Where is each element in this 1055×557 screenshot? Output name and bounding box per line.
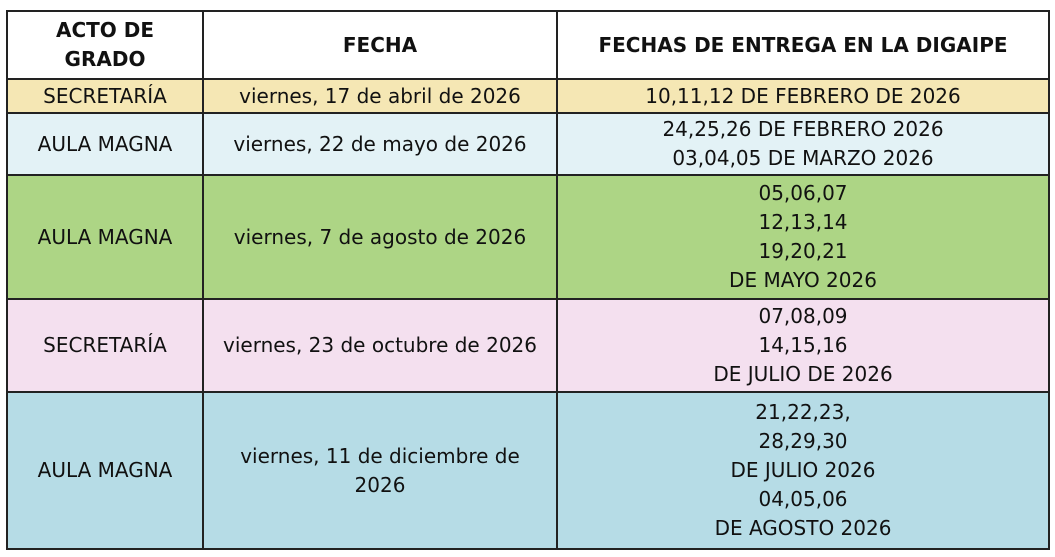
cell-acto: SECRETARÍA [7, 79, 203, 113]
entrega-line: DE JULIO 2026 [730, 458, 876, 482]
entrega-line: 19,20,21 [758, 239, 848, 263]
entrega-line: 05,06,07 [758, 181, 848, 205]
cell-acto: AULA MAGNA [7, 392, 203, 549]
cell-acto: AULA MAGNA [7, 113, 203, 175]
header-acto-de-grado: ACTO DE GRADO [7, 11, 203, 79]
cell-fecha [203, 79, 557, 113]
fecha-line: viernes, 23 de octubre de 2026 [223, 333, 537, 357]
entrega-line: 28,29,30 [758, 429, 848, 453]
entrega-line: 03,04,05 DE MARZO 2026 [672, 146, 934, 170]
entrega-line: DE MAYO 2026 [729, 268, 877, 292]
entrega-line: DE JULIO DE 2026 [713, 362, 893, 386]
table-row [7, 299, 1049, 392]
cell-fecha [203, 113, 557, 175]
fecha-line: viernes, 17 de abril de 2026 [239, 83, 521, 108]
header-fechas-entrega: FECHAS DE ENTREGA EN LA DIGAIPE [557, 11, 1049, 79]
cell-entrega [557, 175, 1049, 299]
entrega-line: 21,22,23, [755, 400, 851, 424]
entrega-line: 24,25,26 DE FEBRERO 2026 [662, 117, 944, 141]
table-row [7, 113, 1049, 175]
table-row [7, 392, 1049, 549]
cell-fecha [203, 392, 557, 549]
entrega-line: DE AGOSTO 2026 [714, 516, 892, 540]
fecha-line: viernes, 22 de mayo de 2026 [233, 131, 527, 156]
cell-fecha [203, 299, 557, 392]
cell-acto: AULA MAGNA [7, 175, 203, 299]
cell-entrega [557, 79, 1049, 113]
header-fecha: FECHA [203, 11, 557, 79]
cell-entrega [557, 392, 1049, 549]
table-row [7, 79, 1049, 113]
cell-fecha [203, 175, 557, 299]
entrega-line: 10,11,12 DE FEBRERO DE 2026 [645, 83, 961, 108]
entrega-line: 04,05,06 [758, 487, 848, 511]
header-row [7, 11, 1049, 79]
cell-entrega [557, 299, 1049, 392]
fecha-line: viernes, 11 de diciembre de [240, 443, 520, 468]
table-row [7, 175, 1049, 299]
cell-entrega [557, 113, 1049, 175]
entrega-line: 07,08,09 [758, 304, 848, 328]
entrega-line: 12,13,14 [758, 210, 848, 234]
cell-acto: SECRETARÍA [7, 299, 203, 392]
fecha-line: 2026 [354, 472, 406, 497]
fecha-line: viernes, 7 de agosto de 2026 [233, 224, 527, 249]
entrega-line: 14,15,16 [758, 333, 848, 357]
schedule-table [6, 10, 1050, 550]
